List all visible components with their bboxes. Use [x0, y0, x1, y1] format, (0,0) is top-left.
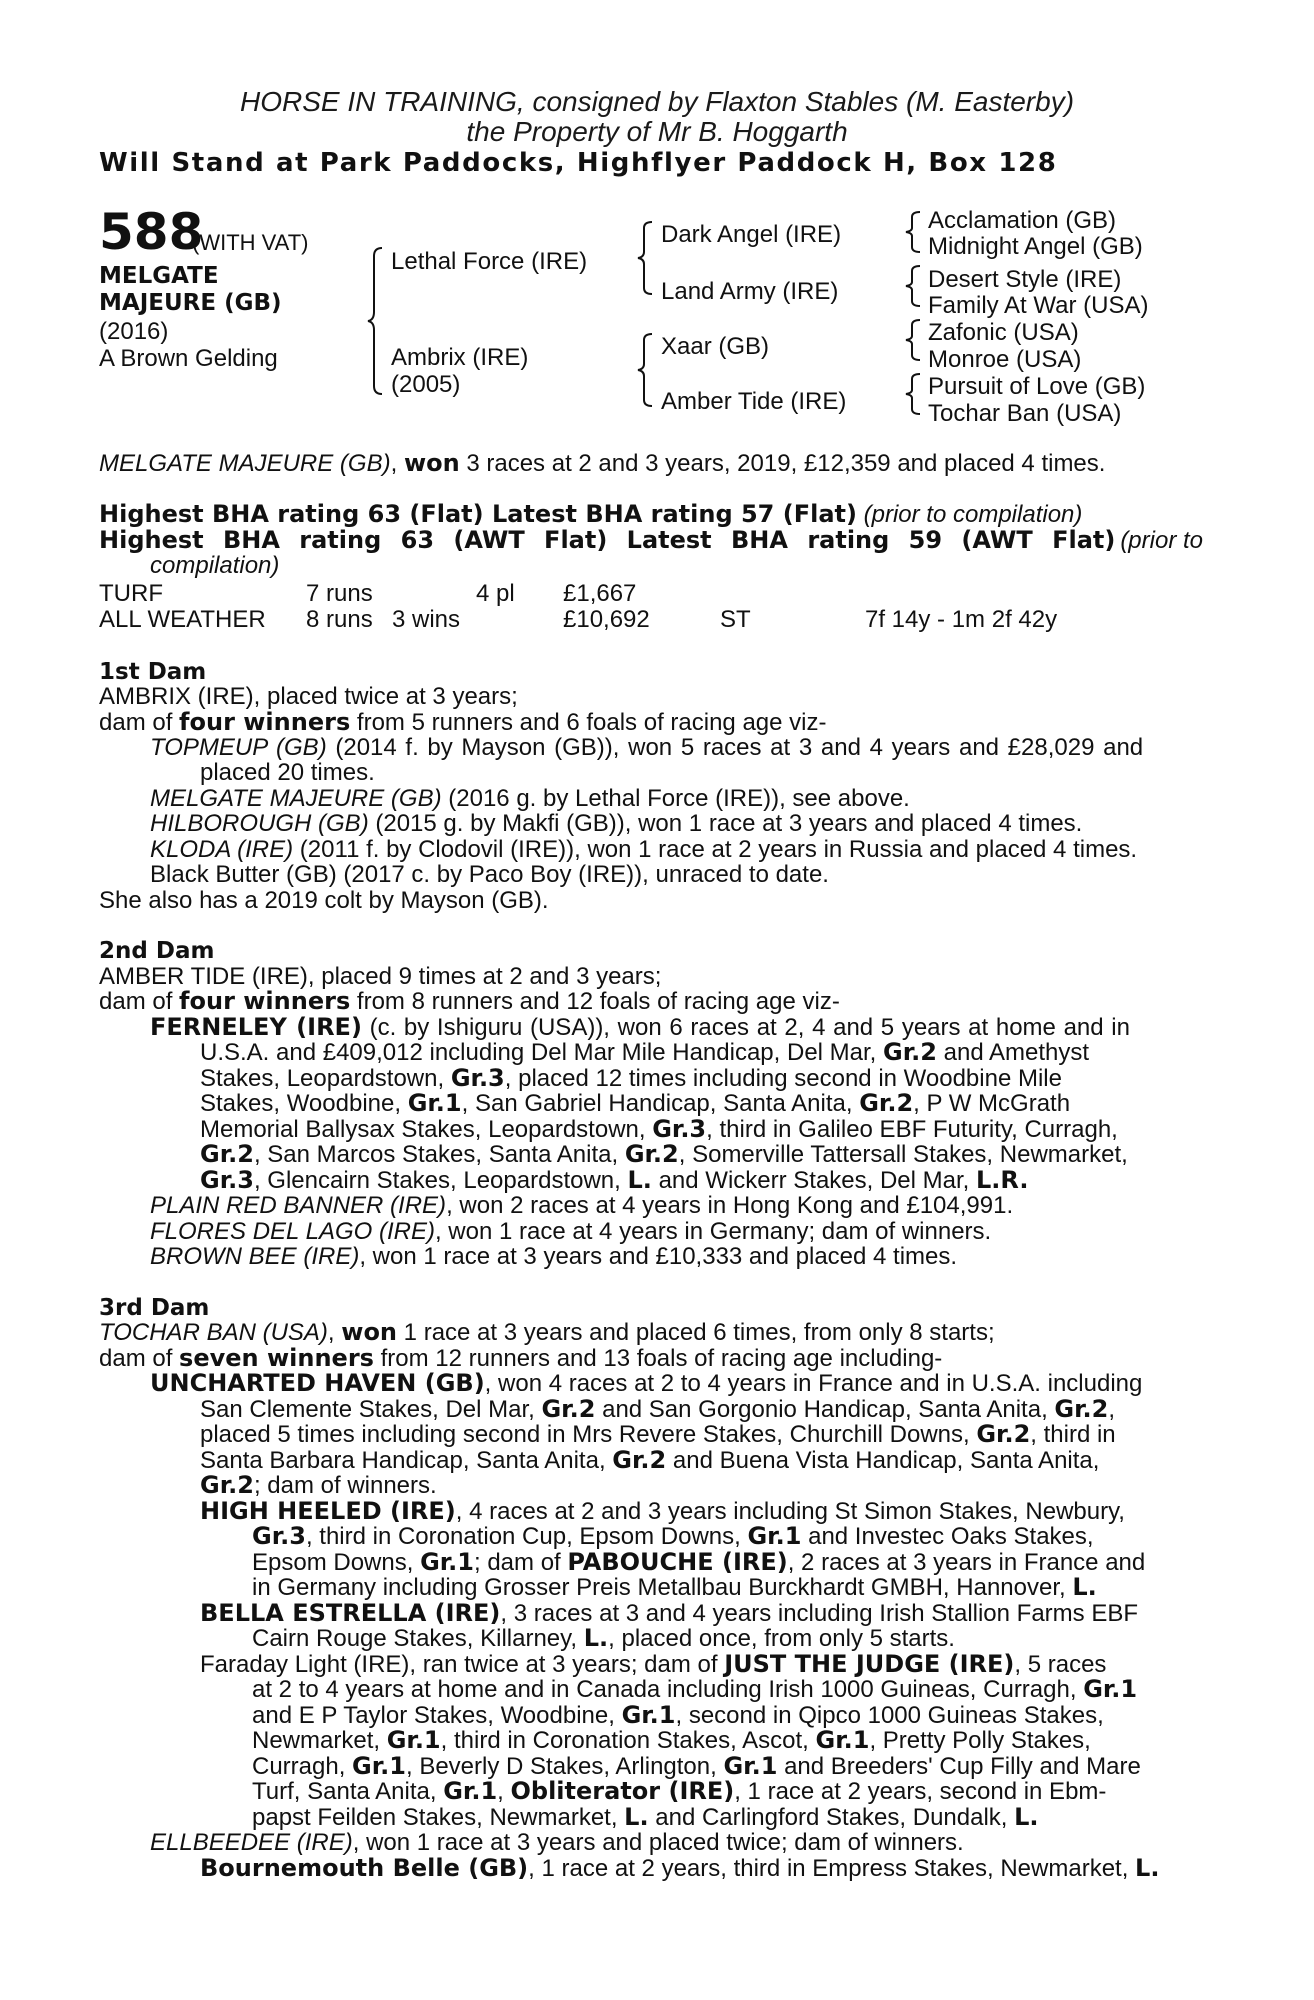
second-dam-line2-a: dam of	[99, 988, 180, 1015]
ferneley-l4b: Gr.1	[407, 1089, 462, 1117]
record-aw-wins: 3 wins	[392, 606, 461, 633]
fl-l7c: and Carlingford Stakes, Dundalk,	[648, 1804, 1015, 1831]
produce-high-heeled-name: HIGH HEELED (IRE)	[200, 1497, 456, 1525]
fl-l2a: at 2 to 4 years at home and in Canada including Irish 1000 Guineas, Curragh,	[252, 1676, 1084, 1703]
summary-horse-name: MELGATE MAJEURE (GB)	[99, 450, 391, 477]
uh-l2a: San Clemente Stakes, Del Mar,	[200, 1396, 542, 1423]
ferneley-l6c: Gr.2	[624, 1140, 679, 1168]
horse-name	[99, 263, 329, 317]
fl-l5b: Gr.1	[352, 1752, 406, 1780]
fl-l4c: , third in Coronation Stakes, Ascot,	[440, 1727, 816, 1754]
second-dam-line2	[99, 989, 840, 1015]
race-summary: MELGATE MAJEURE (GB), won 3 races at 2 and 3 years, 2019, £12,359 and placed 4 times.	[99, 449, 1106, 477]
pedigree-bracket-g4	[906, 372, 926, 416]
first-dam-colt: She also has a 2019 colt by Mayson (GB).	[99, 887, 549, 914]
record-turf-runs: 7 runs	[306, 580, 373, 607]
produce-plain-red-banner	[150, 1193, 1013, 1219]
fl-l7b: L.	[624, 1803, 649, 1831]
fl-l3c: , second in Qipco 1000 Guineas Stakes,	[675, 1702, 1104, 1729]
uh-l2c: and San Gorgonio Handicap, Santa Anita,	[595, 1396, 1055, 1423]
uh-l3c: , third in	[1030, 1421, 1116, 1448]
pedigree-sire: Lethal Force (IRE)	[391, 248, 588, 275]
fl-l1a: Faraday Light (IRE), ran twice at 3 years; dam of	[200, 1651, 725, 1678]
pedigree-bracket-main	[368, 246, 388, 396]
pedigree-g4: Family At War (USA)	[928, 292, 1149, 319]
produce-uncharted-haven-line4	[200, 1448, 1099, 1474]
rating-flat	[99, 502, 1082, 528]
produce-flores-del-lago-rest: , won 1 race at 4 years in Germany; dam of winners.	[434, 1218, 992, 1245]
third-dam-line2-c: from 12 runners and 13 foals of racing age including-	[373, 1345, 943, 1372]
second-dam-line2-c: from 8 runners and 12 foals of racing age viz-	[350, 988, 840, 1015]
third-dam-name: TOCHAR BAN (USA)	[99, 1319, 328, 1346]
hh-l2a: Gr.3	[252, 1522, 306, 1550]
second-dam-line1: AMBER TIDE (IRE), placed 9 times at 2 and 3 years;	[99, 963, 662, 990]
produce-kloda	[150, 837, 1137, 863]
produce-ellbeedee-name: ELLBEEDEE (IRE)	[150, 1829, 353, 1856]
produce-melgate-name: MELGATE MAJEURE (GB)	[150, 785, 442, 812]
produce-faraday-light-line3	[252, 1703, 1104, 1729]
hh-l2d: and Investec Oaks Stakes,	[801, 1523, 1094, 1550]
fl-l1c: , 5 races	[1014, 1651, 1107, 1678]
summary-won: won	[403, 449, 460, 477]
produce-ferneley-line6	[200, 1142, 1128, 1168]
hh-l2c: Gr.1	[747, 1522, 802, 1550]
pedigree-bracket-sire	[638, 220, 658, 296]
produce-ferneley-line1: (c. by Ishiguru (USA)), won 6 races at 2, 4 and 5 years at home and in	[361, 1014, 1130, 1041]
produce-high-heeled-line3	[252, 1550, 1145, 1576]
produce-topmeup	[150, 735, 1203, 761]
produce-plain-red-banner-name: PLAIN RED BANNER (IRE)	[150, 1192, 447, 1219]
fl-l7d: L.	[1014, 1803, 1039, 1831]
first-dam-line2-a: dam of	[99, 709, 180, 736]
be-l2b: L.	[583, 1624, 609, 1652]
rating-awt-text: Highest BHA rating 63 (AWT Flat) Latest BHA rating 59 (AWT Flat)	[99, 526, 1116, 554]
third-dam-line2-a: dam of	[99, 1345, 180, 1372]
produce-uncharted-haven-line2	[200, 1397, 1115, 1423]
fl-l4e: , Pretty Polly Stakes,	[869, 1727, 1091, 1754]
produce-bournemouth-belle-rest: , 1 race at 2 years, third in Empress Stakes, Newmarket,	[528, 1855, 1136, 1882]
fl-l7a: papst Feilden Stakes, Newmarket,	[252, 1804, 625, 1831]
produce-ferneley-line4	[200, 1091, 1070, 1117]
record-aw-runs: 8 runs	[306, 606, 373, 633]
pedigree-bracket-g2	[906, 264, 926, 308]
produce-flores-del-lago	[150, 1219, 991, 1245]
ferneley-l3b: Gr.3	[450, 1064, 505, 1092]
hh-l3d: PABOUCHE (IRE)	[567, 1548, 788, 1576]
uh-l2d: Gr.2	[1054, 1395, 1109, 1423]
produce-ferneley-row	[150, 1015, 1203, 1041]
record-turf-surface: TURF	[99, 580, 163, 607]
record-turf-earnings: £1,667	[563, 580, 637, 607]
produce-melgate-rest: (2016 g. by Lethal Force (IRE)), see above.	[441, 785, 910, 812]
uh-l4b: Gr.2	[612, 1446, 667, 1474]
hh-l3a: Epsom Downs,	[252, 1549, 421, 1576]
fl-l1b: JUST THE JUDGE (IRE)	[724, 1650, 1015, 1678]
uh-l2e: ,	[1108, 1396, 1116, 1423]
horse-description: A Brown Gelding	[99, 345, 278, 372]
produce-uncharted-haven-line3	[200, 1422, 1116, 1448]
ferneley-l7c: L.	[627, 1166, 652, 1194]
fl-l5e: and Breeders' Cup Filly and Mare	[777, 1753, 1141, 1780]
produce-ferneley-line5	[200, 1117, 1118, 1143]
produce-hilborough	[150, 811, 1082, 837]
produce-high-heeled-line4	[252, 1575, 1097, 1601]
rating-awt-note-1: (prior to	[1120, 527, 1203, 554]
pedigree-g2: Midnight Angel (GB)	[928, 233, 1143, 260]
produce-bella-estrella	[200, 1601, 1138, 1627]
produce-hilborough-name: HILBOROUGH (GB)	[150, 810, 369, 837]
fl-l6a: Turf, Santa Anita,	[252, 1778, 444, 1805]
produce-topmeup-row	[150, 735, 1203, 761]
ferneley-l4c: , San Gabriel Handicap, Santa Anita,	[461, 1090, 860, 1117]
first-dam-line2	[99, 710, 826, 736]
produce-bournemouth-belle-listed: L.	[1135, 1854, 1160, 1882]
produce-ferneley-line3	[200, 1066, 1062, 1092]
first-dam-line2-c: from 5 runners and 6 foals of racing age viz-	[350, 709, 827, 736]
uh-line1: , won 4 races at 2 to 4 years in France and in U.S.A. including	[484, 1370, 1143, 1397]
hh-l2b: , third in Coronation Cup, Epsom Downs,	[305, 1523, 748, 1550]
produce-plain-red-banner-rest: , won 2 races at 4 years in Hong Kong and £104,991.	[446, 1192, 1014, 1219]
produce-faraday-light-line4	[252, 1728, 1091, 1754]
produce-uncharted-haven-name: UNCHARTED HAVEN (GB)	[150, 1369, 485, 1397]
pedigree-dam: Ambrix (IRE)	[391, 344, 529, 371]
record-aw-going: ST	[720, 606, 751, 633]
fl-l4a: Newmarket,	[252, 1727, 387, 1754]
fl-l2b: Gr.1	[1083, 1675, 1138, 1703]
produce-ferneley-line2	[200, 1040, 1203, 1066]
rating-awt-note-2: compilation)	[150, 552, 280, 579]
summary-rest: 3 races at 2 and 3 years, 2019, £12,359 and placed 4 times.	[459, 450, 1106, 477]
second-dam-title: 2nd Dam	[99, 938, 215, 964]
fl-l4b: Gr.1	[386, 1726, 441, 1754]
hh-l3e: , 2 races at 3 years in France and	[787, 1549, 1146, 1576]
ferneley-l2a: U.S.A. and £409,012 including Del Mar Mile Handicap, Del Mar,	[200, 1039, 884, 1066]
hh-l4a: in Germany including Grosser Preis Metallbau Burckhardt GMBH, Hannover,	[252, 1574, 1073, 1601]
pedigree-dam-dam: Amber Tide (IRE)	[661, 388, 847, 415]
rating-flat-note: (prior to compilation)	[856, 501, 1083, 528]
pedigree-dam-year: (2005)	[391, 371, 461, 398]
produce-faraday-light-line6	[252, 1779, 1106, 1805]
ferneley-l3c: , placed 12 times including second in Woodbine Mile	[504, 1065, 1062, 1092]
third-dam-title: 3rd Dam	[99, 1295, 210, 1321]
fl-l3a: and E P Taylor Stakes, Woodbine,	[252, 1702, 622, 1729]
produce-kloda-rest: (2011 f. by Clodovil (IRE)), won 1 race at 2 years in Russia and placed 4 times.	[293, 836, 1138, 863]
fl-l3b: Gr.1	[621, 1701, 676, 1729]
ferneley-l4e: , P W McGrath	[913, 1090, 1071, 1117]
fl-l5c: , Beverly D Stakes, Arlington,	[405, 1753, 724, 1780]
horse-name-line-2: MAJEURE (GB)	[99, 290, 282, 316]
produce-faraday-light-line7	[252, 1805, 1039, 1831]
fl-l6b: Gr.1	[443, 1777, 498, 1805]
ferneley-l5c: , third in Galileo EBF Futurity, Curragh,	[706, 1116, 1118, 1143]
pedigree-bracket-g1	[906, 210, 926, 254]
produce-topmeup-cont: placed 20 times.	[200, 759, 375, 786]
produce-uncharted-haven-line5	[200, 1473, 437, 1499]
hh-line1: , 4 races at 2 and 3 years including St Simon Stakes, Newbury,	[455, 1498, 1125, 1525]
ferneley-l6b: , San Marcos Stakes, Santa Anita,	[253, 1141, 625, 1168]
produce-ferneley-line7	[200, 1168, 1028, 1194]
record-turf-placed: 4 pl	[476, 580, 515, 607]
be-l2c: , placed once, from only 5 starts.	[608, 1625, 955, 1652]
record-aw-earnings: £10,692	[563, 606, 650, 633]
fl-l6d: Obliterator (IRE)	[510, 1777, 735, 1805]
uh-l5b: ; dam of winners.	[253, 1472, 437, 1499]
first-dam-title: 1st Dam	[99, 659, 207, 685]
produce-bournemouth-belle	[200, 1856, 1159, 1882]
ferneley-l7a: Gr.3	[200, 1166, 254, 1194]
third-dam-line1-rest: 1 race at 3 years and placed 6 times, from only 8 starts;	[397, 1319, 995, 1346]
pedigree-g8: Tochar Ban (USA)	[928, 400, 1122, 427]
first-dam-winners-count: four winners	[179, 708, 351, 736]
horse-name-line-1: MELGATE	[99, 263, 219, 289]
pedigree-g1: Acclamation (GB)	[928, 207, 1117, 234]
pedigree-bracket-g3	[906, 318, 926, 362]
ferneley-l4d: Gr.2	[859, 1089, 914, 1117]
rating-awt	[99, 528, 1203, 554]
produce-topmeup-name: TOPMEUP (GB)	[150, 734, 327, 761]
third-dam-line2	[99, 1346, 942, 1372]
record-aw-surface: ALL WEATHER	[99, 606, 266, 633]
lot-number: 588	[99, 203, 204, 261]
produce-hilborough-rest: (2015 g. by Makfi (GB)), won 1 race at 3 years and placed 4 times.	[368, 810, 1083, 837]
produce-brown-bee-name: BROWN BEE (IRE)	[150, 1243, 360, 1270]
pedigree-bracket-dam	[638, 332, 658, 408]
third-dam-winners-count: seven winners	[179, 1344, 374, 1372]
ferneley-l2b: Gr.2	[883, 1038, 937, 1066]
consignment-line: HORSE IN TRAINING, consigned by Flaxton Stables (M. Easterby)	[239, 86, 1075, 117]
be-l2a: Cairn Rouge Stakes, Killarney,	[252, 1625, 584, 1652]
produce-kloda-name: KLODA (IRE)	[150, 836, 294, 863]
produce-bournemouth-belle-name: Bournemouth Belle (GB)	[200, 1854, 529, 1882]
fl-l6c: ,	[497, 1778, 511, 1805]
ferneley-l5a: Memorial Ballysax Stakes, Leopardstown,	[200, 1116, 653, 1143]
ferneley-l2c: and Amethyst	[936, 1039, 1090, 1066]
location-line: Will Stand at Park Paddocks, Highflyer Paddock H, Box 128	[99, 148, 1058, 178]
fl-l5d: Gr.1	[723, 1752, 778, 1780]
pedigree-g7: Pursuit of Love (GB)	[928, 373, 1146, 400]
hh-l3b: Gr.1	[420, 1548, 474, 1576]
produce-ferneley	[150, 1015, 1203, 1041]
third-dam-won: won	[341, 1318, 398, 1346]
produce-brown-bee-rest: , won 1 race at 3 years and £10,333 and placed 4 times.	[359, 1243, 958, 1270]
uh-l3a: placed 5 times including second in Mrs Revere Stakes, Churchill Downs,	[200, 1421, 977, 1448]
third-dam-line1: TOCHAR BAN (USA), won 1 race at 3 years and placed 6 times, from only 8 starts;	[99, 1318, 995, 1346]
produce-ferneley-name: FERNELEY (IRE)	[150, 1013, 362, 1041]
ferneley-l5b: Gr.3	[652, 1115, 707, 1143]
uh-l3b: Gr.2	[976, 1420, 1031, 1448]
pedigree-dam-sire: Xaar (GB)	[661, 333, 770, 360]
produce-faraday-light-line2	[252, 1677, 1137, 1703]
ferneley-l3a: Stakes, Leopardstown,	[200, 1065, 451, 1092]
fl-l5a: Curragh,	[252, 1753, 353, 1780]
pedigree-g6: Monroe (USA)	[928, 346, 1082, 373]
produce-flores-del-lago-name: FLORES DEL LAGO (IRE)	[150, 1218, 435, 1245]
produce-black-butter: Black Butter (GB) (2017 c. by Paco Boy (IRE)), unraced to date.	[150, 861, 829, 888]
pedigree-g5: Zafonic (USA)	[928, 319, 1079, 346]
pedigree-sire-dam: Land Army (IRE)	[661, 278, 839, 305]
ferneley-l7e: L.R.	[976, 1166, 1029, 1194]
produce-brown-bee	[150, 1244, 957, 1270]
produce-ferneley-text	[150, 1015, 1130, 1041]
ferneley-l6d: , Somerville Tattersall Stakes, Newmarket,	[678, 1141, 1128, 1168]
uh-l5a: Gr.2	[200, 1471, 254, 1499]
lot-vat-note: (WITH VAT)	[192, 230, 309, 255]
fl-l4d: Gr.1	[815, 1726, 870, 1754]
produce-faraday-light-line5	[252, 1754, 1141, 1780]
pedigree-g3: Desert Style (IRE)	[928, 266, 1122, 293]
produce-high-heeled	[200, 1499, 1125, 1525]
second-dam-winners-count: four winners	[179, 987, 351, 1015]
pedigree-sire-sire: Dark Angel (IRE)	[661, 221, 842, 248]
uh-l4c: and Buena Vista Handicap, Santa Anita,	[666, 1447, 1100, 1474]
first-dam-line1: AMBRIX (IRE), placed twice at 3 years;	[99, 683, 518, 710]
produce-bella-estrella-line2	[252, 1626, 955, 1652]
produce-ellbeedee	[150, 1830, 964, 1856]
produce-ellbeedee-rest: , won 1 race at 3 years and placed twice; dam of winners.	[352, 1829, 964, 1856]
produce-topmeup-rest: (2014 f. by Mayson (GB)), won 5 races at 3 and 4 years and £28,029 and	[326, 734, 1144, 761]
produce-high-heeled-line2	[252, 1524, 1094, 1550]
rating-flat-text: Highest BHA rating 63 (Flat) Latest BHA rating 57 (Flat)	[99, 500, 857, 528]
ferneley-l7d: and Wickerr Stakes, Del Mar,	[651, 1167, 976, 1194]
hh-l4b: L.	[1072, 1573, 1097, 1601]
produce-topmeup-text	[150, 735, 1143, 761]
fl-l6e: , 1 race at 2 years, second in Ebm-	[734, 1778, 1107, 1805]
ownership-line: the Property of Mr B. Hoggarth	[466, 116, 848, 147]
record-aw-distance: 7f 14y - 1m 2f 42y	[865, 606, 1058, 633]
rating-awt-row	[99, 528, 1203, 554]
hh-l3c: ; dam of	[474, 1549, 568, 1576]
ferneley-l7b: , Glencairn Stakes, Leopardstown,	[253, 1167, 628, 1194]
produce-uncharted-haven	[150, 1371, 1142, 1397]
produce-melgate	[150, 786, 910, 812]
be-line1: , 3 races at 3 and 4 years including Irish Stallion Farms EBF	[500, 1600, 1139, 1627]
ferneley-l6a: Gr.2	[200, 1140, 254, 1168]
foaling-year: (2016)	[99, 318, 169, 345]
produce-bella-estrella-name: BELLA ESTRELLA (IRE)	[200, 1599, 501, 1627]
ferneley-l4a: Stakes, Woodbine,	[200, 1090, 408, 1117]
uh-l4a: Santa Barbara Handicap, Santa Anita,	[200, 1447, 613, 1474]
produce-faraday-light	[200, 1652, 1106, 1678]
uh-l2b: Gr.2	[541, 1395, 596, 1423]
